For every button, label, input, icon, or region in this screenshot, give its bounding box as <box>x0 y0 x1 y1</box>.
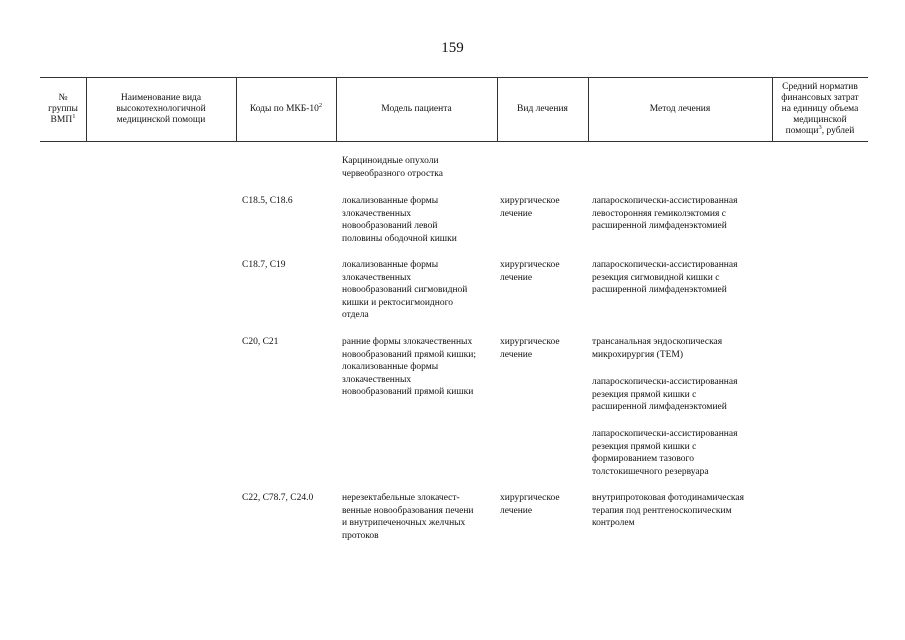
header-cost-standard: Средний норматив финансовых затрат на единицу объема медицинской помощи$^3$, рублей <box>781 81 859 136</box>
treatment-type-cell: хирургическое лечение <box>500 493 560 516</box>
header-bottom-rule <box>40 141 868 142</box>
header-treatment-method: Метод лечения <box>649 103 711 114</box>
patient-model-cell: Карциноидные опухоли червеобразного отростка <box>342 156 443 179</box>
header-patient-model: Модель пациента <box>381 103 452 114</box>
icd-codes-cell: C20, C21 <box>242 337 279 347</box>
patient-model-cell: локализованные формы злокачественных новообразований левой половины ободочной кишки <box>342 196 457 244</box>
patient-model-cell: нерезектабельные злокачест- венные новообразования печени и внутрипеченочных желчных протоков <box>342 493 474 541</box>
page-number: 159 <box>441 40 464 56</box>
treatment-method-cell: лапароскопически-ассистированная резекция прямой кишки с расширенной лимфаденэктомией <box>592 377 738 412</box>
treatment-type-cell: хирургическое лечение <box>500 337 560 360</box>
treatment-method-cell: внутрипротоковая фотодинамическая терапия под рентгеноскопическим контролем <box>592 493 744 528</box>
header-icd-codes: Коды по МКБ-$10^2$ <box>249 101 323 114</box>
header-treatment-type: Вид лечения <box>517 103 568 114</box>
header-care-type: Наименование вида высокотехнологичной медицинской помощи <box>116 92 206 125</box>
treatment-method-cell: лапароскопически-ассистированная левосторонняя гемиколэктомия с расширенной лимфаденэктомией <box>592 196 738 231</box>
icd-codes-cell: C18.5, C18.6 <box>242 196 293 206</box>
treatment-type-cell: хирургическое лечение <box>500 260 560 283</box>
icd-codes-cell: C18.7, C19 <box>242 260 286 270</box>
icd-codes-cell: C22, C78.7, C24.0 <box>242 493 314 503</box>
treatment-method-cell: лапароскопически-ассистированная резекция прямой кишки с формированием тазового толстокишечного резервуара <box>592 429 738 477</box>
patient-model-cell: локализованные формы злокачественных новообразований сигмовидной кишки и ректосигмоидного отдела <box>342 260 468 320</box>
treatment-method-cell: трансанальная эндоскопическая микрохирургия (ТЕМ) <box>592 337 723 360</box>
patient-model-cell: ранние формы злокачественных новообразований прямой кишки; локализованные формы злокачественных новообразований прямой кишки <box>342 337 476 397</box>
treatment-method-cell: лапароскопически-ассистированная резекция сигмовидной кишки с расширенной лимфаденэктомией <box>592 260 738 295</box>
treatment-type-cell: хирургическое лечение <box>500 196 560 219</box>
header-group-number: № группы ВМП$^1$ <box>48 92 78 125</box>
